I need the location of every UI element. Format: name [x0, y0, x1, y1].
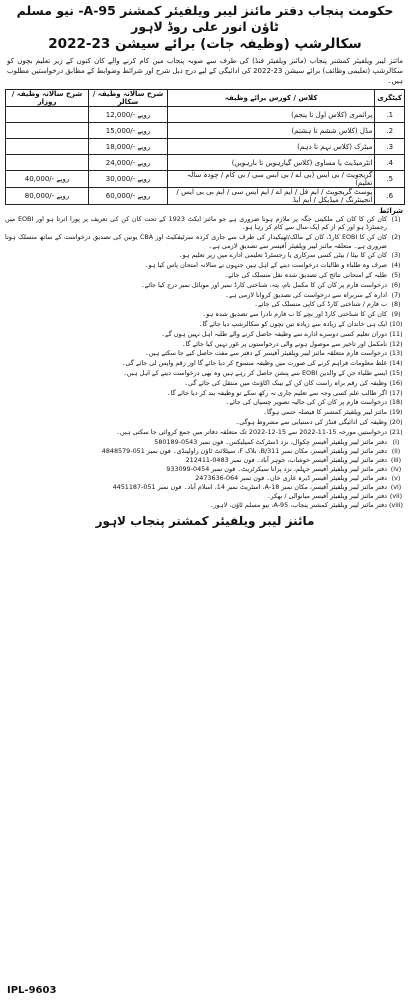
row-number: 1.	[375, 107, 405, 123]
condition-item	[5, 330, 405, 338]
condition-item	[5, 418, 405, 426]
condition-text: کان کن کا EOBI کارڈ، کان کے مالک/ٹھیکیدار کی طرف سے جاری کردہ سرٹیفکیٹ اور CBA یونین کی تصدیق درخواست کے ساتھ منسلک ہونا ضروری ہے۔ متعلقہ مائنز لیبر ویلفیئر آفیسر سے تصدیق لازمی ہے۔	[5, 233, 387, 250]
scholarship-title: سکالرشپ (وظیفہ جات) برائے سیشن 23-2022	[48, 36, 362, 52]
condition-number: (16)	[389, 378, 403, 387]
condition-item	[5, 428, 405, 436]
ipl-number: IPL-9603	[7, 985, 57, 996]
condition-text: وظیفہ کی رقم براہ راست کان کن کے بینک اکاؤنٹ میں منتقل کی جائے گی۔	[184, 378, 387, 387]
office-number: (vii)	[389, 491, 403, 500]
row-category: انٹرمیڈیٹ یا مساوی (کلاس گیارہویں تا بارہویں)	[168, 155, 375, 171]
office-item	[5, 438, 405, 447]
condition-text: ایسے طلباء جن کے والدین EOBI سے پنشن حاصل کر رہے ہیں وہ بھی درخواست دینے کے اہل ہیں۔	[123, 368, 387, 377]
office-text: دفتر مائنز لیبر ویلفیئر آفیسر چکوال، نزد ڈسٹرکٹ کمپلیکس۔ فون نمبر 0543-580189	[154, 437, 387, 446]
row-annual-rate-hostel	[6, 123, 89, 139]
condition-item	[5, 379, 405, 387]
department-title: حکومت پنجاب دفتر مائنز لیبر ویلفیئر کمشنر A-95- نیو مسلم ٹاؤن انور علی روڈ لاہور	[16, 3, 394, 34]
condition-number: (8)	[391, 300, 401, 309]
condition-number: (1)	[391, 215, 401, 223]
signature-block: مائنز لیبر ویلفیئر کمشنر پنجاب لاہور	[95, 513, 315, 528]
condition-item	[5, 320, 405, 328]
condition-number: (19)	[389, 408, 403, 417]
condition-text: دوران تعلیم کسی دوسرے ادارے سے وظیفہ حاصل کرنے والے طلبہ اہل نہیں ہوں گے۔	[161, 329, 387, 338]
condition-item	[5, 359, 405, 367]
office-number: (i)	[392, 437, 400, 446]
condition-number: (11)	[389, 329, 403, 338]
table-header-row	[6, 90, 405, 107]
row-number: 5.	[375, 171, 405, 188]
condition-number: (12)	[389, 339, 403, 348]
office-number: (viii)	[388, 500, 404, 509]
condition-number: (4)	[391, 261, 401, 270]
office-text: دفتر مائنز لیبر ویلفیئر آفیسر، مکان نمبر A-18، اسٹریٹ نمبر 14، اسلام آباد۔ فون نمبر 051-4451187	[112, 482, 387, 491]
row-annual-rate: 15,000/- روپے	[89, 123, 168, 139]
office-text: دفتر مائنز لیبر ویلفیئر آفیسر میانوالی / بھکر۔	[266, 491, 387, 500]
office-number: (v)	[391, 473, 401, 482]
office-text: دفتر مائنز لیبر ویلفیئر آفیسر، مکان نمبر 311/B، بلاک F، سیٹلائٹ ٹاؤن راولپنڈی۔ فون نمبر 051-4848579	[101, 446, 387, 455]
condition-number: (18)	[389, 398, 403, 407]
row-number: 6.	[375, 188, 405, 205]
condition-text: صرف وہ طلباء و طالبات درخواست دینے کے اہل ہیں جنہوں نے سالانہ امتحان پاس کیا ہو۔	[144, 261, 387, 270]
condition-item	[5, 389, 405, 397]
office-number: (ii)	[391, 446, 401, 455]
offices-list	[5, 438, 405, 510]
row-number: 4.	[375, 155, 405, 171]
office-item	[5, 501, 405, 510]
condition-number: (3)	[391, 251, 401, 260]
row-annual-rate-hostel: 80,000/- روپے	[6, 188, 89, 205]
condition-text: مائنز لیبر ویلفیئر کمشنر کا فیصلہ حتمی ہوگا۔	[263, 408, 387, 417]
condition-number: (21)	[389, 427, 403, 436]
conditions-title: شرائط	[379, 207, 403, 215]
office-text: دفتر مائنز لیبر ویلفیئر آفیسر ڈیرہ غازی خان۔ فون نمبر 064-2473636	[195, 473, 387, 482]
condition-number: (2)	[391, 233, 401, 242]
row-annual-rate: 18,000/- روپے	[89, 139, 168, 155]
table-row	[6, 171, 405, 188]
row-annual-rate: 60,000/- روپے	[89, 188, 168, 205]
condition-item	[5, 369, 405, 377]
condition-item	[5, 340, 405, 348]
row-category: میٹرک (کلاس نہم تا دہم)	[168, 139, 375, 155]
condition-text: وظیفہ کی ادائیگی فنڈز کی دستیابی سے مشروط ہوگی۔	[235, 417, 387, 426]
header	[5, 3, 405, 54]
scholarship-rates-table	[5, 89, 405, 205]
table-row	[6, 188, 405, 205]
condition-item	[5, 271, 405, 279]
condition-item	[5, 349, 405, 357]
condition-text: نامکمل اور تاخیر سے موصول ہونے والی درخواستوں پر غور نہیں کیا جائے گا۔	[181, 339, 387, 348]
row-number: 2.	[375, 123, 405, 139]
header-annual-rate-hostel: شرح سالانہ وظیفہ / روزار	[6, 90, 89, 107]
condition-text: درخواستیں مورخہ 15-11-2022 سے 15-12-2022 تک متعلقہ دفاتر میں جمع کروائی جا سکتی ہیں۔	[116, 427, 387, 436]
condition-text: کان کن کا کان کی ملکیتی جگہ پر ملازم ہونا ضروری ہے جو مائنز ایکٹ 1923 کے تحت کان کن کی تعریف پر پورا اترتا ہو اور EOBI میں رجسٹرڈ ہو اور کم از کم ایک سال سے کام کر رہا ہو۔	[5, 215, 387, 232]
office-item	[5, 447, 405, 456]
condition-item	[5, 310, 405, 318]
condition-text: اگر طالب علم کسی وجہ سے تعلیم جاری نہ رکھ سکے تو وظیفہ بند کر دیا جائے گا۔	[166, 388, 387, 397]
condition-text: درخواست فارم متعلقہ مائنز لیبر ویلفیئر آفیسر کے دفتر سے مفت حاصل کیے جا سکتے ہیں۔	[145, 349, 387, 358]
condition-number: (5)	[391, 271, 401, 279]
office-item	[5, 456, 405, 465]
condition-number: (9)	[391, 310, 401, 319]
header-class: کلاس / کورس برائے وظیفہ	[168, 90, 375, 107]
condition-text: درخواست فارم پر کان کن کا مکمل نام، پتہ، شناختی کارڈ نمبر اور موبائل نمبر درج کیا جائے۔	[140, 280, 387, 289]
condition-item	[5, 281, 405, 289]
row-category: پوسٹ گریجویٹ / ایم فل / ایم اے / ایم ایس سی / ایم بی بی ایس / انجینئرنگ / میڈیکل / ایم ایڈ	[168, 188, 375, 205]
condition-text: طلبہ کے امتحانی نتائج کی تصدیق شدہ نقل منسلک کی جائے۔	[224, 271, 387, 279]
condition-number: (15)	[389, 368, 403, 377]
row-category: پرائمری (کلاس اول تا پنجم)	[168, 107, 375, 123]
table-row	[6, 139, 405, 155]
condition-number: (14)	[389, 359, 403, 368]
table-row	[6, 107, 405, 123]
office-item	[5, 474, 405, 483]
condition-number: (13)	[389, 349, 403, 358]
condition-item	[5, 215, 405, 232]
condition-text: ب فارم / شناختی کارڈ کی کاپی منسلک کی جائے۔	[254, 300, 387, 309]
row-annual-rate-hostel	[6, 139, 89, 155]
condition-text: ادارہ کے سربراہ سے درخواست کی تصدیق کروانا لازمی ہے۔	[225, 290, 387, 299]
intro-paragraph: مائنز لیبر ویلفیئر کمشنر پنجاب (مائنز ویلفیئر فنڈ) کی طرف سے صوبہ پنجاب میں کام کرنے والے کان کنوں کے زیر تعلیم بچوں کو سکالرشپ (تعلیمی وظائف) برائے سیشن 23-2022 کی ادائیگی کے لیے درج ذیل شرح اور شرائط وضوابط کے مطابق درخواستیں مطلوب ہیں۔	[7, 57, 403, 85]
condition-number: (6)	[391, 280, 401, 289]
header-category: کیٹگری	[375, 90, 405, 107]
office-text: دفتر مائنز لیبر ویلفیئر آفیسر خوشاب، جوہر آباد۔ فون نمبر 0483-212411	[185, 455, 387, 464]
condition-item	[5, 291, 405, 299]
condition-item	[5, 408, 405, 416]
row-category: گریجویٹ / بی ایس (بی اے / بی ایس سی / بی کام / چودہ سالہ تعلیم)	[168, 171, 375, 188]
row-number: 3.	[375, 139, 405, 155]
condition-number: (17)	[389, 388, 403, 397]
header-annual-rate: شرح سالانہ وظیفہ / سکالر	[89, 90, 168, 107]
office-text: دفتر مائنز لیبر ویلفیئر آفیسر جہلم، نزد پرانا سیکرٹریٹ۔ فون نمبر 0454-933099	[166, 464, 387, 473]
conditions-list	[5, 215, 405, 436]
condition-item	[5, 300, 405, 308]
condition-number: (7)	[391, 290, 401, 299]
row-category: مڈل (کلاس ششم تا ہشتم)	[168, 123, 375, 139]
condition-number: (20)	[389, 417, 403, 426]
office-number: (iii)	[390, 455, 402, 464]
row-annual-rate: 12,000/- روپے	[89, 107, 168, 123]
table-row	[6, 155, 405, 171]
condition-text: درخواست فارم پر کان کن کی حالیہ تصویر چسپاں کی جائے۔	[225, 398, 387, 407]
office-item	[5, 492, 405, 501]
condition-text: ایک ہی خاندان کے زیادہ سے زیادہ تین بچوں کو سکالرشپ دیا جائے گا۔	[198, 319, 387, 328]
row-annual-rate: 30,000/- روپے	[89, 171, 168, 188]
row-annual-rate-hostel: 40,000/- روپے	[6, 171, 89, 188]
condition-item	[5, 233, 405, 250]
condition-item	[5, 398, 405, 406]
office-number: (vi)	[390, 482, 402, 491]
office-text: دفتر مائنز لیبر ویلفیئر کمشنر پنجاب، A-95، نیو مسلم ٹاؤن، لاہور۔	[209, 500, 387, 509]
office-item	[5, 483, 405, 492]
advertisement-page	[5, 3, 405, 998]
row-annual-rate-hostel	[6, 155, 89, 171]
row-annual-rate: 24,000/- روپے	[89, 155, 168, 171]
row-annual-rate-hostel	[6, 107, 89, 123]
condition-text: کان کن کا بیٹا / بیٹی کسی سرکاری یا رجسٹرڈ تعلیمی ادارے میں زیر تعلیم ہو۔	[178, 251, 387, 260]
office-item	[5, 465, 405, 474]
condition-item	[5, 261, 405, 269]
condition-text: کان کن کا شناختی کارڈ اور بچے کا ب فارم نادرا سے تصدیق شدہ ہو۔	[202, 310, 387, 319]
table-row	[6, 123, 405, 139]
office-number: (iv)	[390, 464, 402, 473]
condition-text: غلط معلومات فراہم کرنے کی صورت میں وظیفہ منسوخ کر دیا جائے گا اور رقم واپس لی جائے گی۔	[121, 359, 387, 368]
condition-number: (10)	[389, 319, 403, 328]
condition-item	[5, 251, 405, 259]
